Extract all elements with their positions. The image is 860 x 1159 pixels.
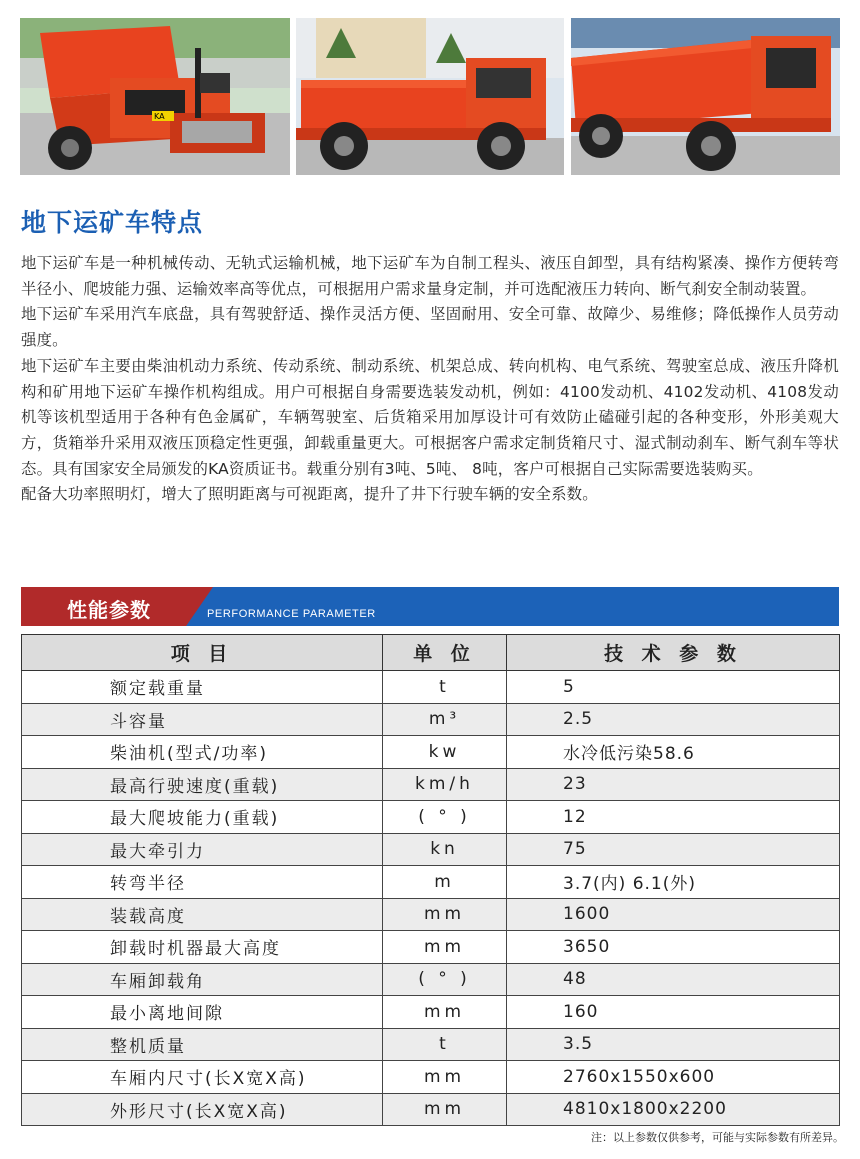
- table-row: [22, 963, 840, 996]
- table-row: [22, 931, 840, 964]
- row-item: 柴油机(型式/功率): [22, 736, 383, 769]
- row-value: 1600: [507, 898, 840, 931]
- features-paragraph: 地下运矿车采用汽车底盘，具有驾驶舒适、操作灵活方便、坚固耐用、安全可靠、故障少、易维修；降低操作人员劳动强度。: [21, 305, 839, 350]
- row-unit: mm: [383, 898, 507, 931]
- row-value: 4810x1800x2200: [507, 1093, 840, 1126]
- row-item: 最高行驶速度(重载): [22, 768, 383, 801]
- table-row: [22, 768, 840, 801]
- features-paragraph: 地下运矿车主要由柴油机动力系统、传动系统、制动系统、机架总成、转向机构、电气系统、驾驶室总成、液压升降机构和矿用地下运矿车操作机构组成。用户可根据自身需要选装发动机，例如：4100发动机、4102发动机、4108发动机等该机型适用于各种有色金属矿，车辆驾驶室、后货箱采用加厚设计可有效防止磕碰引起的各种变形，外形美观大方，货箱举升采用双液压顶稳定性更强，卸载重量更大。可根据客户需求定制货箱尺寸、湿式制动刹车、断气刹车等状态。具有国家安全局颁发的KA资质证书。载重分别有3吨、5吨、 8吨，客户可根据自己实际需要选装购买。: [21, 356, 839, 478]
- row-unit: m³: [383, 703, 507, 736]
- row-unit: mm: [383, 1061, 507, 1094]
- row-unit: km/h: [383, 768, 507, 801]
- row-value: 48: [507, 963, 840, 996]
- row-item: 最大爬坡能力(重载): [22, 801, 383, 834]
- row-unit: mm: [383, 996, 507, 1029]
- features-paragraph: 配备大功率照明灯，增大了照明距离与可视距离，提升了井下行驶车辆的安全系数。: [21, 485, 598, 504]
- row-unit: ( ° ): [383, 801, 507, 834]
- features-description: [21, 251, 839, 508]
- table-row: [22, 736, 840, 769]
- photo-mine-truck-side: [296, 18, 564, 175]
- row-value: 75: [507, 833, 840, 866]
- table-row: [22, 996, 840, 1029]
- banner-title: 性能参数: [67, 598, 151, 622]
- header-item: 项 目: [22, 635, 383, 671]
- table-row: [22, 833, 840, 866]
- features-paragraph: 地下运矿车是一种机械传动、无轨式运输机械，地下运矿车为自制工程头、液压自卸型，具有结构紧凑、操作方便转弯半径小、爬坡能力强、运输效率高等优点，可根据用户需求量身定制，并可选配液压力转向、断气刹安全制动装置。: [21, 254, 839, 298]
- row-item: 转弯半径: [22, 866, 383, 899]
- row-value: 12: [507, 801, 840, 834]
- table-row: [22, 1061, 840, 1094]
- features-title: 地下运矿车特点: [21, 208, 204, 237]
- table-row: [22, 866, 840, 899]
- photo-mine-truck-front-angle: [20, 18, 290, 175]
- table-row: [22, 1028, 840, 1061]
- table-row: [22, 671, 840, 704]
- row-value: 160: [507, 996, 840, 1029]
- header-unit: 单 位: [383, 635, 507, 671]
- row-item: 斗容量: [22, 703, 383, 736]
- disclaimer-note: 注：以上参数仅供参考，可能与实际参数有所差异。: [591, 1131, 844, 1144]
- row-item: 车厢卸载角: [22, 963, 383, 996]
- row-unit: m: [383, 866, 507, 899]
- row-unit: kn: [383, 833, 507, 866]
- row-unit: ( ° ): [383, 963, 507, 996]
- row-unit: t: [383, 1028, 507, 1061]
- row-value: 3.7(内) 6.1(外): [507, 866, 840, 899]
- row-value: 23: [507, 768, 840, 801]
- banner-subtitle: PERFORMANCE PARAMETER: [207, 608, 376, 620]
- row-item: 最小离地间隙: [22, 996, 383, 1029]
- table-row: [22, 703, 840, 736]
- row-unit: mm: [383, 1093, 507, 1126]
- row-item: 装载高度: [22, 898, 383, 931]
- row-item: 卸载时机器最大高度: [22, 931, 383, 964]
- spec-table-header: [22, 635, 840, 671]
- photo-mine-truck-rear-angle: [571, 18, 840, 175]
- row-unit: t: [383, 671, 507, 704]
- row-value: 3650: [507, 931, 840, 964]
- svg-text:KA: KA: [154, 112, 165, 121]
- performance-banner: [21, 587, 839, 626]
- row-item: 最大牵引力: [22, 833, 383, 866]
- row-value: 3.5: [507, 1028, 840, 1061]
- table-row: [22, 801, 840, 834]
- row-unit: kw: [383, 736, 507, 769]
- header-value: 技 术 参 数: [507, 635, 840, 671]
- row-item: 整机质量: [22, 1028, 383, 1061]
- table-row: [22, 898, 840, 931]
- spec-table: [21, 634, 840, 1126]
- row-item: 外形尺寸(长X宽X高): [22, 1093, 383, 1126]
- row-value: 2760x1550x600: [507, 1061, 840, 1094]
- row-value: 2.5: [507, 703, 840, 736]
- table-row: [22, 1093, 840, 1126]
- row-item: 额定载重量: [22, 671, 383, 704]
- photo-strip: [20, 18, 840, 175]
- row-value: 水冷低污染58.6: [507, 736, 840, 769]
- row-item: 车厢内尺寸(长X宽X高): [22, 1061, 383, 1094]
- row-value: 5: [507, 671, 840, 704]
- row-unit: mm: [383, 931, 507, 964]
